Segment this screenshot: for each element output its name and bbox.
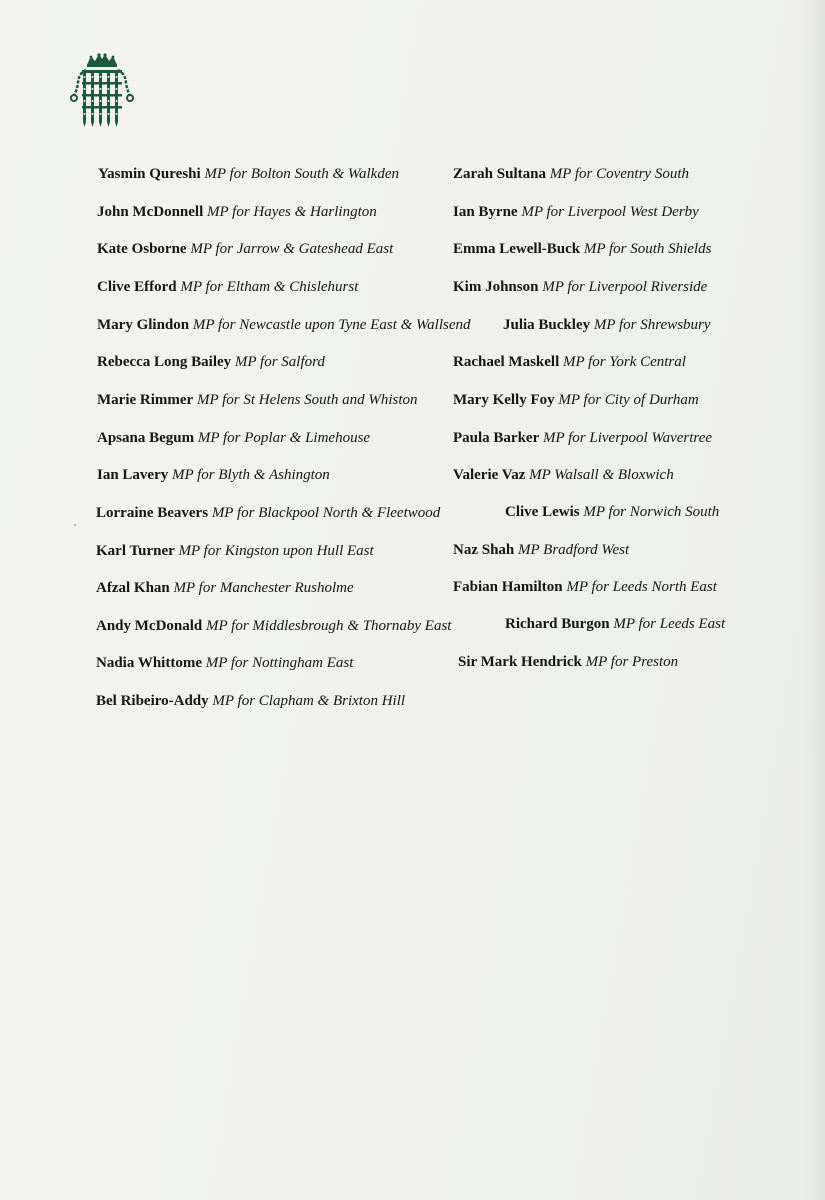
member-name: Fabian Hamilton bbox=[453, 579, 563, 595]
member-entry bbox=[96, 654, 353, 672]
member-constituency: MP for Hayes & Harlington bbox=[207, 204, 377, 220]
member-constituency: MP for Eltham & Chislehurst bbox=[180, 279, 359, 295]
member-entry bbox=[97, 429, 370, 447]
member-name: Yasmin Qureshi bbox=[98, 166, 201, 182]
member-name: John McDonnell bbox=[97, 204, 204, 220]
member-entry bbox=[453, 165, 689, 183]
member-name: Kate Osborne bbox=[97, 241, 187, 257]
member-constituency: MP for Blackpool North & Fleetwood bbox=[211, 505, 441, 521]
member-constituency: MP Bradford West bbox=[518, 542, 630, 558]
portcullis-crest-icon bbox=[64, 52, 140, 128]
member-entry bbox=[453, 578, 717, 596]
member-name: Mary Kelly Foy bbox=[453, 392, 555, 408]
member-entry bbox=[97, 278, 358, 296]
member-constituency: MP for Preston bbox=[585, 654, 679, 670]
member-constituency: MP for Newcastle upon Tyne East & Wallsend bbox=[192, 317, 471, 333]
member-entry bbox=[97, 466, 330, 484]
member-entry bbox=[96, 579, 354, 597]
member-entry bbox=[505, 503, 719, 521]
member-name: Karl Turner bbox=[96, 543, 175, 559]
member-constituency: MP for South Shields bbox=[583, 241, 712, 257]
member-constituency: MP for Middlesbrough & Thornaby East bbox=[206, 618, 452, 634]
member-entry bbox=[458, 653, 678, 671]
member-constituency: MP for Leeds East bbox=[613, 616, 726, 632]
member-name: Andy McDonald bbox=[96, 618, 203, 634]
member-entry bbox=[453, 541, 629, 559]
member-constituency: MP for Bolton South & Walkden bbox=[204, 166, 399, 182]
member-entry bbox=[96, 617, 451, 635]
member-constituency: MP for Clapham & Brixton Hill bbox=[212, 693, 406, 709]
member-entry bbox=[453, 240, 711, 258]
member-entry bbox=[453, 353, 686, 371]
member-name: Lorraine Beavers bbox=[96, 505, 209, 521]
member-name: Naz Shah bbox=[453, 542, 515, 558]
member-name: Kim Johnson bbox=[453, 279, 539, 295]
member-entry bbox=[96, 692, 405, 710]
member-name: Valerie Vaz bbox=[453, 467, 526, 483]
member-entry bbox=[97, 203, 377, 221]
member-constituency: MP for St Helens South and Whiston bbox=[196, 392, 418, 408]
member-name: Zarah Sultana bbox=[453, 166, 546, 182]
member-constituency: MP Walsall & Bloxwich bbox=[529, 467, 674, 483]
member-name: Paula Barker bbox=[453, 430, 540, 446]
member-entry bbox=[97, 391, 418, 409]
member-entry bbox=[505, 615, 725, 633]
member-entry bbox=[96, 542, 374, 560]
member-entry bbox=[97, 240, 393, 258]
member-entry bbox=[98, 165, 399, 183]
member-name: Richard Burgon bbox=[505, 616, 610, 632]
member-constituency: MP for Liverpool West Derby bbox=[521, 204, 699, 220]
member-name: Rebecca Long Bailey bbox=[97, 354, 232, 370]
member-constituency: MP for Liverpool Wavertree bbox=[543, 430, 713, 446]
member-entry bbox=[453, 391, 699, 409]
member-name: Marie Rimmer bbox=[97, 392, 194, 408]
member-name: Nadia Whittome bbox=[96, 655, 202, 671]
member-name: Ian Byrne bbox=[453, 204, 518, 220]
member-constituency: MP for Shrewsbury bbox=[593, 317, 711, 333]
member-name: Apsana Begum bbox=[97, 430, 195, 446]
member-name: Clive Efford bbox=[97, 279, 177, 295]
member-entry bbox=[453, 429, 712, 447]
member-constituency: MP for Nottingham East bbox=[205, 655, 354, 671]
member-constituency: MP for Kingston upon Hull East bbox=[178, 543, 374, 559]
member-entry bbox=[453, 203, 699, 221]
member-entry bbox=[96, 504, 440, 522]
member-constituency: MP for City of Durham bbox=[558, 392, 699, 408]
member-constituency: MP for Norwich South bbox=[583, 504, 720, 520]
member-name: Mary Glindon bbox=[97, 317, 190, 333]
member-constituency: MP for Salford bbox=[234, 354, 325, 370]
member-constituency: MP for Leeds North East bbox=[566, 579, 717, 595]
member-name: Sir Mark Hendrick bbox=[458, 654, 582, 670]
member-name: Ian Lavery bbox=[97, 467, 169, 483]
member-entry bbox=[453, 278, 707, 296]
member-name: Clive Lewis bbox=[505, 504, 580, 520]
member-entry bbox=[453, 466, 674, 484]
member-constituency: MP for Coventry South bbox=[549, 166, 689, 182]
page-edge-shadow bbox=[801, 0, 825, 1200]
member-constituency: MP for Manchester Rusholme bbox=[173, 580, 354, 596]
member-name: Emma Lewell-Buck bbox=[453, 241, 581, 257]
member-entry bbox=[503, 316, 711, 334]
member-constituency: MP for Jarrow & Gateshead East bbox=[190, 241, 394, 257]
member-constituency: MP for Poplar & Limehouse bbox=[197, 430, 371, 446]
member-constituency: MP for Blyth & Ashington bbox=[172, 467, 330, 483]
member-entry bbox=[97, 316, 470, 334]
member-entry bbox=[97, 353, 325, 371]
paper-speck bbox=[74, 524, 76, 526]
member-name: Julia Buckley bbox=[503, 317, 591, 333]
member-constituency: MP for Liverpool Riverside bbox=[542, 279, 708, 295]
member-name: Bel Ribeiro-Addy bbox=[96, 693, 209, 709]
member-name: Rachael Maskell bbox=[453, 354, 560, 370]
member-constituency: MP for York Central bbox=[563, 354, 686, 370]
member-name: Afzal Khan bbox=[96, 580, 170, 596]
